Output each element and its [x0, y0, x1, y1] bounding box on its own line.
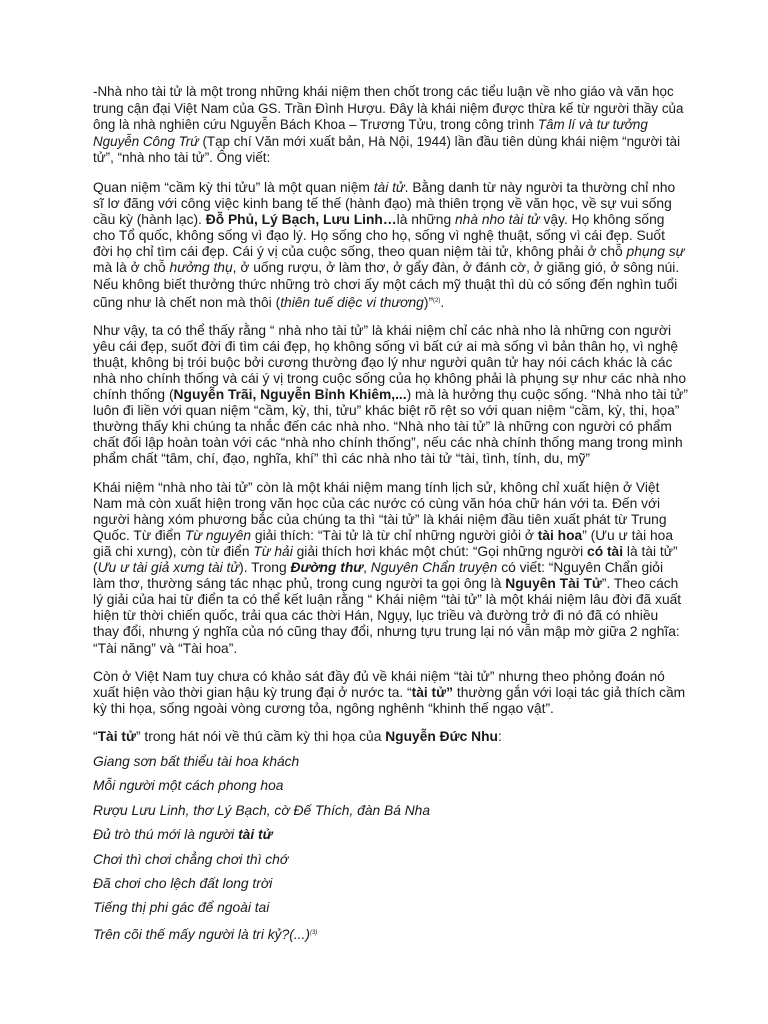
text-run: Giang sơn bất thiểu tài hoa khách: [93, 753, 300, 769]
text-run: Rượu Lưu Linh, thơ Lý Bạch, cờ Đế Thích, đàn Bá Nha: [93, 802, 431, 818]
text-run: :: [497, 728, 502, 744]
text-run: là tài tử” (: [93, 543, 678, 576]
text-run: giải thích hơi khác một chút: “Gọi những người: [292, 543, 588, 559]
text-run: Đỗ Phủ, Lý Bạch, Lưu Linh…: [205, 212, 397, 228]
text-run: Đường thư: [290, 560, 364, 576]
text-run: có tài: [587, 543, 624, 559]
text-run: Quan niệm “cầm kỳ thi tửu” là một quan niệm: [93, 179, 374, 195]
text-run: Tiếng thị phi gác để ngoài tai: [93, 900, 270, 916]
text-run: )”: [423, 294, 434, 310]
poem-line: [93, 803, 688, 819]
text-run: giải thích: “Tài tử là từ chỉ những người giỏi ở: [251, 527, 538, 543]
poem: [93, 754, 688, 943]
text-run: ). Trong: [239, 560, 291, 576]
text-run: ) mà là hưởng thụ cuộc sống. “Nhà nho tài tử” luôn đi liền với quan niệm “cầm, kỳ, thi, tửu” khác biệt rõ rệt so với quan niệm “cầm, kỳ, thi, họa” thường thấy khi chúng ta nhắc đến các nhà nho. “Nhà nho tài tử” là những con người có phẩm chất đối lập hoàn toàn với các “nhà nho chính thống”, nếu các nhà chính thống mang trong mình phẩm chất “tâm, chí, đạo, nghĩa, khí” thì các nhà nho tài tử “tài, tình, tính, du, mỹ”: [93, 387, 688, 467]
text-run: Còn ở Việt Nam tuy chưa có khảo sát đầy đủ về khái niệm “tài tử” nhưng theo phỏng đoán nó xuất hiện vào thời gian hậu kỳ trung đại ở nước ta. “: [93, 668, 665, 700]
text-run: phụng sự: [626, 244, 685, 260]
text-run: (Tạp chí Văn mới xuất bản, Hà Nội, 1944) lần đầu tiên dùng khái niệm “người tài tử”, “nhà nho tài tử”. Ông viết:: [93, 133, 681, 166]
poem-intro: [93, 729, 688, 745]
poem-line: [93, 900, 688, 916]
text-run: ” (Ưu ư tài hoa giã chi xưng), còn từ điển: [93, 527, 674, 559]
text-run: Tài tử: [97, 728, 136, 744]
text-run: Trên cõi thế mấy người là tri kỷ?(...): [93, 926, 310, 942]
text-run: “: [93, 728, 98, 744]
paragraph-vietnam: [93, 669, 688, 717]
text-run: Nguyên Tài Tử: [505, 576, 602, 592]
text-run: có viết: “Nguyên Chẩn giỏi làm thơ, thường sáng tác nhạc phủ, trong cung người ta gọi ông là: [93, 560, 664, 592]
text-run: thường gắn với loại tác giả thích cầm kỳ thi họa, sống ngoài vòng cương tỏa, ngông nghênh “khinh thế ngạo vật”.: [93, 684, 686, 716]
paragraph-intro: [93, 84, 688, 167]
text-run: tài tử: [238, 827, 273, 843]
text-run: . Bằng danh từ này người ta thường chỉ nho sĩ lơ đãng với công việc kinh bang tế thế (hành đạo) mà thiên trọng về văn học, về sự vui sống cầu kỳ (hành lạc).: [93, 179, 676, 228]
text-run: vậy. Họ không sống cho Tổ quốc, không sống vì đạo lý. Họ sống cho họ, sống vì nghệ thuật, sống vì cái đẹp. Suốt đời họ chỉ tìm cái đẹp. Cái ý vị của cuộc sống, theo quan niệm tài tử, không phải ở chỗ: [93, 212, 665, 260]
text-run: Chơi thì chơi chẳng chơi thì chớ: [93, 851, 289, 867]
text-run: Đã chơi cho lệch đất long trời: [93, 875, 273, 891]
text-run: nhà nho tài tử: [454, 212, 540, 228]
footnote-ref: (3): [309, 929, 318, 936]
text-run: , ở uống rượu, ở làm thơ, ở gẩy đàn, ở đánh cờ, ở giăng gió, ở sông núi. Nếu không biết thưởng thức những trò chơi ấy một cách mỹ thuật thì dù có sống đến nghìn tuổi cũng như là chết non mà thôi (: [93, 260, 680, 310]
text-run: tài tử”: [411, 684, 454, 700]
footnote-ref: (2): [433, 297, 441, 304]
poem-line: [93, 827, 688, 843]
text-run: Tâm lí và tư tưởng Nguyễn Công Trứ: [93, 117, 648, 149]
text-run: -Nhà nho tài tử là một trong những khái niệm then chốt trong các tiểu luận về nho giáo và văn học trung cận đại Việt Nam của GS. Trần Đình Hượu. Đây là khái niệm được thừa kế từ người thầy của ông là nhà nghiên cứu Nguyễn Bách Khoa – Trương Tửu, trong công trình: [93, 84, 684, 133]
text-run: mà là ở chỗ: [93, 260, 170, 276]
text-run: ,: [363, 560, 371, 576]
text-run: Đủ trò thú mới là người: [93, 827, 239, 843]
text-run: tài hoa: [537, 527, 583, 543]
text-run: Từ hải: [253, 543, 293, 559]
text-run: Nguyễn Đức Nhu: [385, 728, 498, 744]
text-run: Như vậy, ta có thể thấy rằng “ nhà nho tài tử” là khái niệm chỉ các nhà nho là những con người yêu cái đẹp, suốt đời đi tìm cái đẹp, họ không sống vì bất cứ ai mà sống vì bản thân họ, vì nghệ thuật, không bị trói buộc bởi cương thường đạo lý như người quân tử hay nói cách khác là các nhà nho chính thống và cái ý vị trong cuộc sống của họ không phải là phụng sự như các nhà nho chính thống (: [93, 322, 686, 403]
text-run: Nguyên Chẩn truyện: [370, 560, 498, 576]
text-run: Khái niệm “nhà nho tài tử” còn là một khái niệm mang tính lịch sử, không chỉ xuất hiện ở Việt Nam mà còn xuất hiện trong văn học của các nước có cùng văn hóa chữ hán với ta. Đến với người hàng xóm phương bắc của chúng ta thì “tài tử” là khái niệm đầu tiên xuất phát từ Trung Quốc. Từ điển: [93, 479, 667, 543]
text-run: ” trong hát nói về thú cầm kỳ thi họa của: [135, 728, 386, 744]
text-run: Mỗi người một cách phong hoa: [93, 778, 284, 794]
paragraph-quote: [93, 180, 688, 311]
poem-line: [93, 852, 688, 868]
poem-line: [93, 925, 688, 943]
text-run: Từ nguyên: [184, 527, 252, 543]
text-run: hưởng thụ: [169, 260, 233, 276]
text-run: Nguyễn Trãi, Nguyễn Bỉnh Khiêm,...: [173, 387, 407, 403]
text-run: thiên tuế diệc vi thương: [280, 294, 424, 310]
paragraph-analysis: [93, 323, 688, 468]
text-run: là những: [396, 212, 455, 228]
poem-line: [93, 754, 688, 770]
poem-line: [93, 876, 688, 892]
text-run: .: [440, 294, 445, 310]
poem-line: [93, 778, 688, 794]
text-run: Ưu ư tài giả xưng tài tử: [97, 560, 240, 576]
paragraph-history: [93, 480, 688, 657]
text-run: tài tử: [373, 179, 405, 195]
text-run: ”. Theo cách lý giải của hai từ điển ta có thể kết luận rằng “ Khái niệm “tài tử” là một khái niệm lâu đời đã xuất hiện từ thời chiến quốc, trải qua các thời Hán, Ngụy, lục triều và đường trở đi nó đã có nhiều thay đổi, nhưng ý nghĩa của nó cũng thay đổi, nhưng tựu trung lại nó vẫn mập mờ giữa 2 nghĩa: “Tài năng” và “Tài hoa”.: [93, 576, 682, 656]
